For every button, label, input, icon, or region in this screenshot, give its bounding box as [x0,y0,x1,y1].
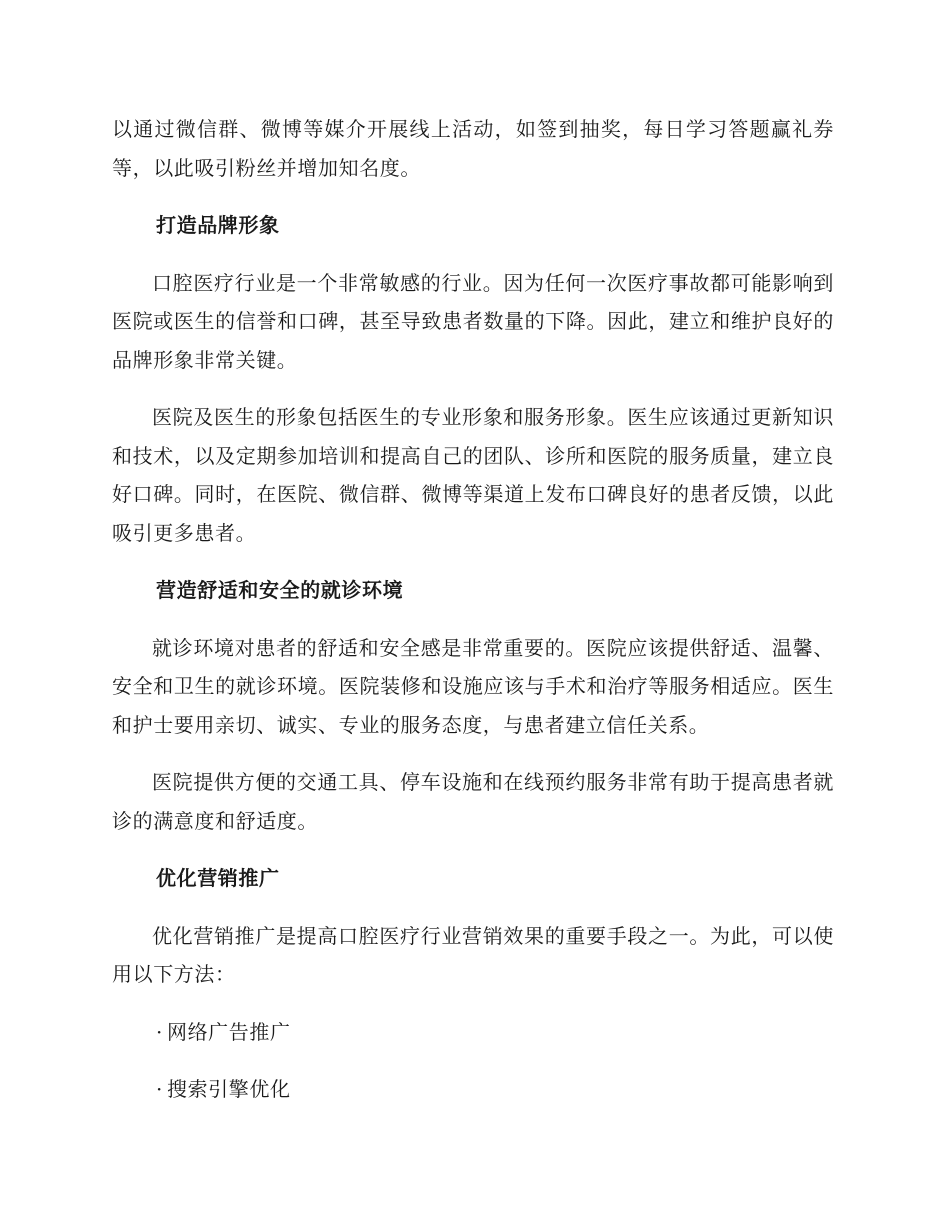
section-heading-brand-image: 打造品牌形象 [156,213,280,237]
paragraph: 优化营销推广是提高口腔医疗行业营销效果的重要手段之一。为此，可以使用以下方法： [112,923,834,986]
list-item [112,1013,834,1052]
paragraph: 以通过微信群、微博等媒介开展线上活动，如签到抽奖，每日学习答题赢礼券等，以此吸引粉丝并增加知名度。 [112,117,834,180]
bullet-dot: · [156,1019,163,1044]
paragraph: 就诊环境对患者的舒适和安全感是非常重要的。医院应该提供舒适、温馨、安全和卫生的就诊环境。医院装修和设施应该与手术和治疗等服务相适应。医生和护士要用亲切、诚实、专业的服务态度，与患者建立信任关系。 [112,635,834,737]
bullet-list [112,1013,834,1109]
paragraph: 口腔医疗行业是一个非常敏感的行业。因为任何一次医疗事故都可能影响到医院或医生的信誉和口碑，甚至导致患者数量的下降。因此，建立和维护良好的品牌形象非常关键。 [112,270,834,372]
bullet-dot: · [156,1077,163,1101]
list-item-text: 搜索引擎优化 [166,1077,291,1101]
paragraph: 医院提供方便的交通工具、停车设施和在线预约服务非常有助于提高患者就诊的满意度和舒适度。 [112,770,834,833]
document-body [112,110,834,1128]
paragraph: 医院及医生的形象包括医生的专业形象和服务形象。医生应该通过更新知识和技术，以及定期参加培训和提高自己的团队、诊所和医院的服务质量，建立良好口碑。同时，在医院、微信群、微博等渠道上发布口碑良好的患者反馈，以此吸引更多患者。 [112,405,834,545]
section-heading-marketing: 优化营销推广 [156,866,280,890]
list-item-text: 网络广告推广 [166,1019,291,1044]
list-item [112,1070,834,1109]
section-heading-environment: 营造舒适和安全的就诊环境 [156,578,404,602]
